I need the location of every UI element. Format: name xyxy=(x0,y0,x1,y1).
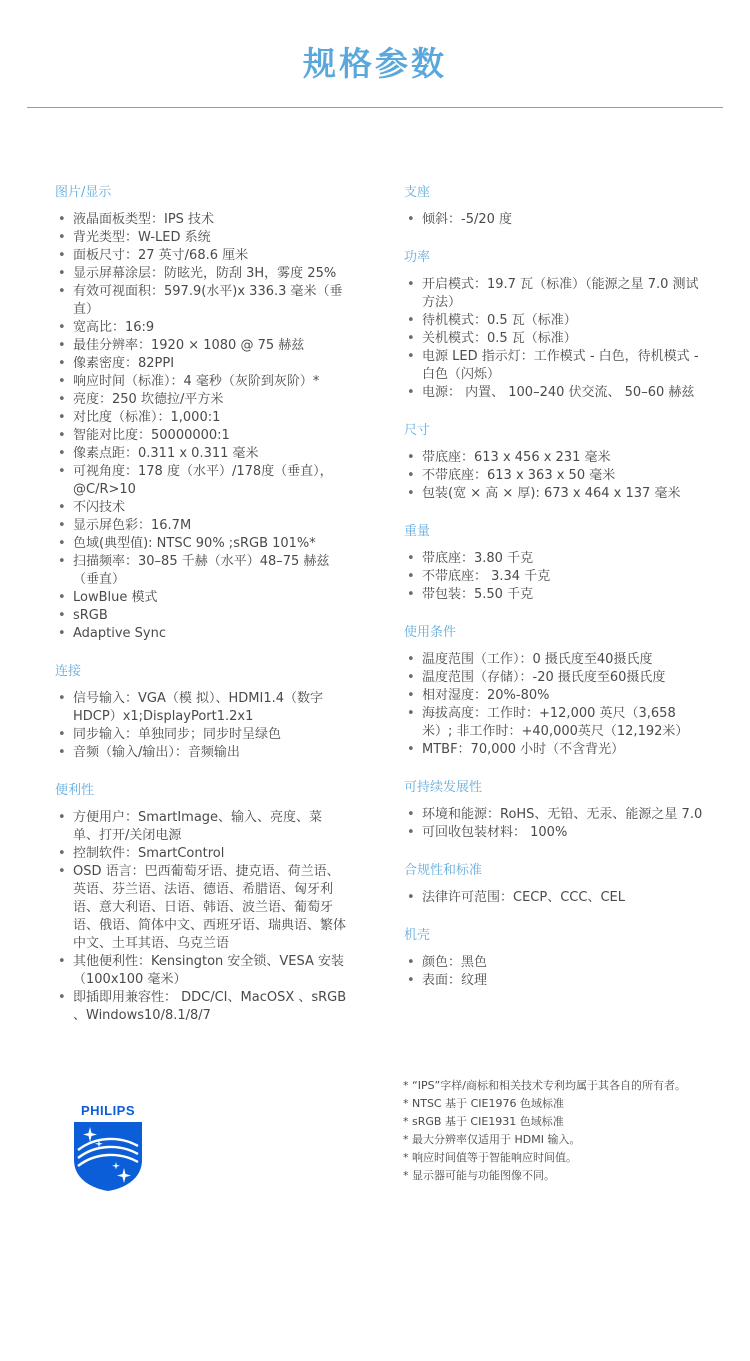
spec-item: • 对比度（标准）：1,000:1 xyxy=(55,409,347,427)
spec-item: • 带底座：613 x 456 x 231 毫米 xyxy=(404,449,704,467)
spec-list xyxy=(404,806,704,842)
footnote: * NTSC 基于 CIE1976 色域标准 xyxy=(403,1097,564,1110)
spec-section xyxy=(404,624,704,759)
section-title: 重量 xyxy=(404,524,431,539)
page-title: 规格参数 xyxy=(303,44,447,83)
spec-list xyxy=(404,550,704,604)
spec-section xyxy=(55,184,347,643)
spec-list xyxy=(404,211,704,229)
spec-item: • 色域(典型值): NTSC 90% ;sRGB 101%* xyxy=(55,535,347,553)
spec-item: • MTBF：70,000 小时（不含背光） xyxy=(404,741,704,759)
spec-item: • 方便用户：SmartImage、输入、亮度、菜单、打开/关闭电源 xyxy=(55,809,347,845)
spec-item: • LowBlue 模式 xyxy=(55,589,347,607)
section-title: 尺寸 xyxy=(404,423,431,438)
spec-item: • 有效可视面积：597.9(水平)x 336.3 毫米（垂直） xyxy=(55,283,347,319)
section-title: 连接 xyxy=(55,664,82,679)
shield-icon xyxy=(74,1122,142,1191)
spec-item: • 电源 LED 指示灯：工作模式 - 白色，待机模式 - 白色（闪烁） xyxy=(404,348,704,384)
spec-item: • 带底座：3.80 千克 xyxy=(404,550,704,568)
spec-item: • 电源： 内置、 100–240 伏交流、 50–60 赫兹 xyxy=(404,384,704,402)
spec-section xyxy=(404,184,704,229)
spec-item: • 颜色：黑色 xyxy=(404,954,704,972)
spec-item: • 像素点距：0.311 x 0.311 毫米 xyxy=(55,445,347,463)
spec-item: • 同步输入：单独同步；同步时呈绿色 xyxy=(55,726,347,744)
spec-item: • 不带底座： 3.34 千克 xyxy=(404,568,704,586)
spec-item: • 响应时间（标准）：4 毫秒（灰阶到灰阶）* xyxy=(55,373,347,391)
spec-section xyxy=(55,782,347,1025)
spec-item: • 待机模式：0.5 瓦（标准） xyxy=(404,312,704,330)
spec-item: • 宽高比：16:9 xyxy=(55,319,347,337)
spec-section xyxy=(404,422,704,503)
footnotes xyxy=(403,1077,703,1185)
spec-item: • 显示屏幕涂层：防眩光，防刮 3H，雾度 25% xyxy=(55,265,347,283)
section-title: 图片/显示 xyxy=(55,185,112,200)
spec-list xyxy=(404,954,704,990)
spec-item: • Adaptive Sync xyxy=(55,625,347,643)
footnote: * 最大分辨率仅适用于 HDMI 输入。 xyxy=(403,1133,581,1146)
spec-section xyxy=(404,779,704,842)
spec-item: • 可回收包装材料： 100% xyxy=(404,824,704,842)
spec-section xyxy=(404,523,704,604)
spec-item: • 温度范围（存储）：-20 摄氏度至60摄氏度 xyxy=(404,669,704,687)
spec-item: • sRGB xyxy=(55,607,347,625)
spec-item: • 即插即用兼容性： DDC/CI、MacOSX 、sRGB 、Windows10/8.1/8/7 xyxy=(55,989,347,1025)
spec-item: • 智能对比度：50000000:1 xyxy=(55,427,347,445)
footnote: * 响应时间值等于智能响应时间值。 xyxy=(403,1151,577,1164)
spec-item: • 温度范围（工作）：0 摄氏度至40摄氏度 xyxy=(404,651,704,669)
spec-item: • 海拔高度：工作时：+12,000 英尺（3,658 米）; 非工作时：+40,000英尺（12,192米） xyxy=(404,705,704,741)
footnote: * sRGB 基于 CIE1931 色域标准 xyxy=(403,1115,564,1128)
spec-item: • 不闪技术 xyxy=(55,499,347,517)
section-title: 机壳 xyxy=(404,928,431,943)
spec-item: • 扫描频率：30–85 千赫（水平）48–75 赫兹（垂直） xyxy=(55,553,347,589)
section-title: 支座 xyxy=(404,185,431,200)
spec-section xyxy=(55,663,347,762)
title-divider xyxy=(27,107,723,108)
spec-item: • 不带底座：613 x 363 x 50 毫米 xyxy=(404,467,704,485)
right-column xyxy=(404,184,704,1010)
spec-item: • 其他便利性：Kensington 安全锁、VESA 安装（100x100 毫米） xyxy=(55,953,347,989)
section-title: 功率 xyxy=(404,250,431,265)
philips-logo xyxy=(72,1100,144,1192)
spec-list xyxy=(404,449,704,503)
section-title: 便利性 xyxy=(55,783,95,798)
spec-item: • 背光类型：W-LED 系统 xyxy=(55,229,347,247)
spec-item: • 包装(宽 × 高 × 厚): 673 x 464 x 137 毫米 xyxy=(404,485,704,503)
spec-item: • 信号输入：VGA（模 拟）、HDMI1.4（数字 HDCP）x1;DisplayPort1.2x1 xyxy=(55,690,347,726)
spec-item: • 控制软件：SmartControl xyxy=(55,845,347,863)
spec-section xyxy=(404,249,704,402)
spec-item: • 可视角度：178 度（水平）/178度（垂直），@C/R>10 xyxy=(55,463,347,499)
footnote: * 显示器可能与功能图像不同。 xyxy=(403,1169,555,1182)
spec-list xyxy=(55,690,347,762)
spec-item: • 相对湿度：20%-80% xyxy=(404,687,704,705)
spec-item: • 环境和能源：RoHS、无铅、无汞、能源之星 7.0 xyxy=(404,806,704,824)
spec-item: • 液晶面板类型：IPS 技术 xyxy=(55,211,347,229)
spec-item: • 表面：纹理 xyxy=(404,972,704,990)
spec-list xyxy=(55,211,347,643)
spec-item: • 关机模式：0.5 瓦（标准） xyxy=(404,330,704,348)
spec-item: • 倾斜：-5/20 度 xyxy=(404,211,704,229)
spec-item: • 亮度：250 坎德拉/平方米 xyxy=(55,391,347,409)
spec-item: • 法律许可范围：CECP、CCC、CEL xyxy=(404,889,704,907)
spec-list xyxy=(404,889,704,907)
section-title: 使用条件 xyxy=(404,625,457,640)
spec-section xyxy=(404,927,704,990)
spec-item: • 像素密度：82PPI xyxy=(55,355,347,373)
spec-item: • OSD 语言：巴西葡萄牙语、捷克语、荷兰语、英语、芬兰语、法语、德语、希腊语、匈牙利语、意大利语、日语、韩语、波兰语、葡萄牙语、俄语、简体中文、西班牙语、瑞典语、繁体中文、土耳其语、乌克兰语 xyxy=(55,863,347,953)
spec-section xyxy=(404,862,704,907)
spec-item: • 最佳分辨率：1920 × 1080 @ 75 赫兹 xyxy=(55,337,347,355)
philips-logo-text: PHILIPS xyxy=(80,1103,136,1118)
footnote: * “IPS”字样/商标和相关技术专利均属于其各自的所有者。 xyxy=(403,1079,686,1092)
spec-list xyxy=(55,809,347,1025)
spec-list xyxy=(404,276,704,402)
spec-item: • 显示屏色彩：16.7M xyxy=(55,517,347,535)
left-column xyxy=(55,184,347,1045)
spec-item: • 带包装：5.50 千克 xyxy=(404,586,704,604)
section-title: 合规性和标准 xyxy=(404,863,483,878)
spec-list xyxy=(404,651,704,759)
spec-item: • 开启模式：19.7 瓦（标准）（能源之星 7.0 测试方法） xyxy=(404,276,704,312)
section-title: 可持续发展性 xyxy=(404,780,483,795)
spec-item: • 音频（输入/输出）：音频输出 xyxy=(55,744,347,762)
spec-item: • 面板尺寸：27 英寸/68.6 厘米 xyxy=(55,247,347,265)
